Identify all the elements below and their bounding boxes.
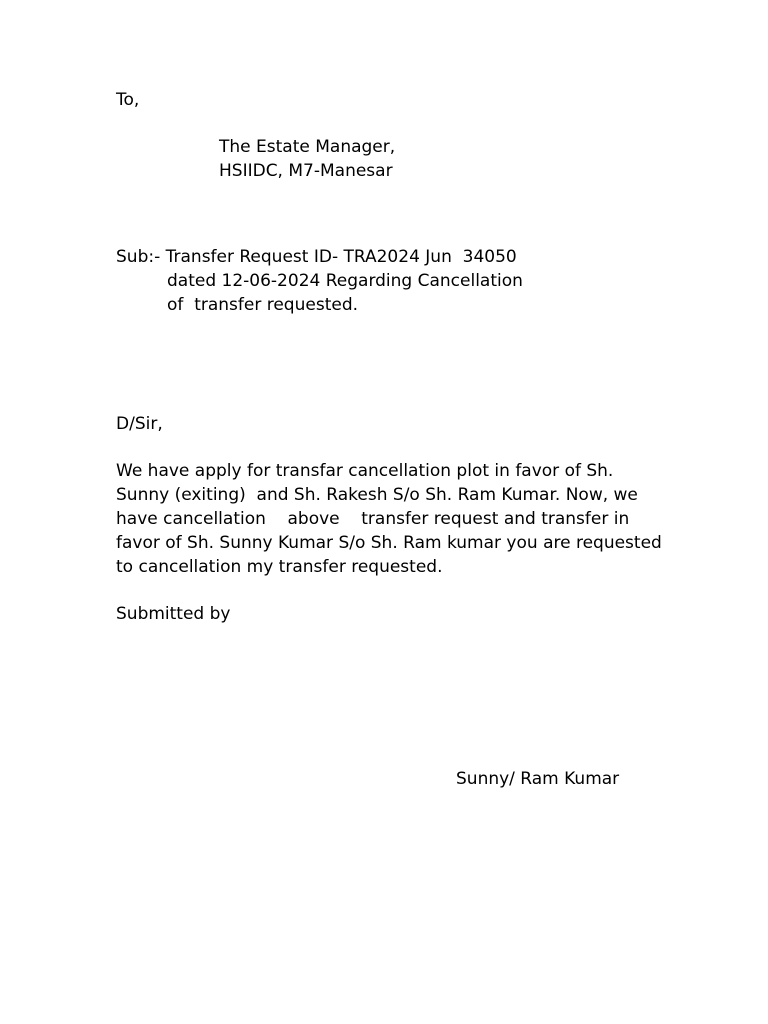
body-line: have cancellation above transfer request and transfer in [116, 509, 630, 529]
body-line: to cancellation my transfer requested. [116, 557, 443, 577]
greeting: D/Sir, [116, 414, 163, 434]
closing: Submitted by [116, 604, 231, 624]
recipient-line-2: HSIIDC, M7-Manesar [219, 161, 393, 181]
recipient-line-1: The Estate Manager, [219, 137, 396, 157]
body-paragraph [116, 459, 662, 579]
subject-line-3: of transfer requested. [167, 295, 359, 315]
subject-line-1: Sub:- Transfer Request ID- TRA2024 Jun 34050 [116, 247, 517, 267]
body-line: We have apply for transfar cancellation plot in favor of Sh. [116, 461, 614, 481]
body-line: favor of Sh. Sunny Kumar S/o Sh. Ram kumar you are requested [116, 533, 662, 553]
signature: Sunny/ Ram Kumar [456, 769, 620, 789]
body-line: Sunny (exiting) and Sh. Rakesh S/o Sh. Ram Kumar. Now, we [116, 485, 638, 505]
to-line: To, [116, 90, 140, 110]
subject-line-2: dated 12-06-2024 Regarding Cancellation [167, 271, 523, 291]
